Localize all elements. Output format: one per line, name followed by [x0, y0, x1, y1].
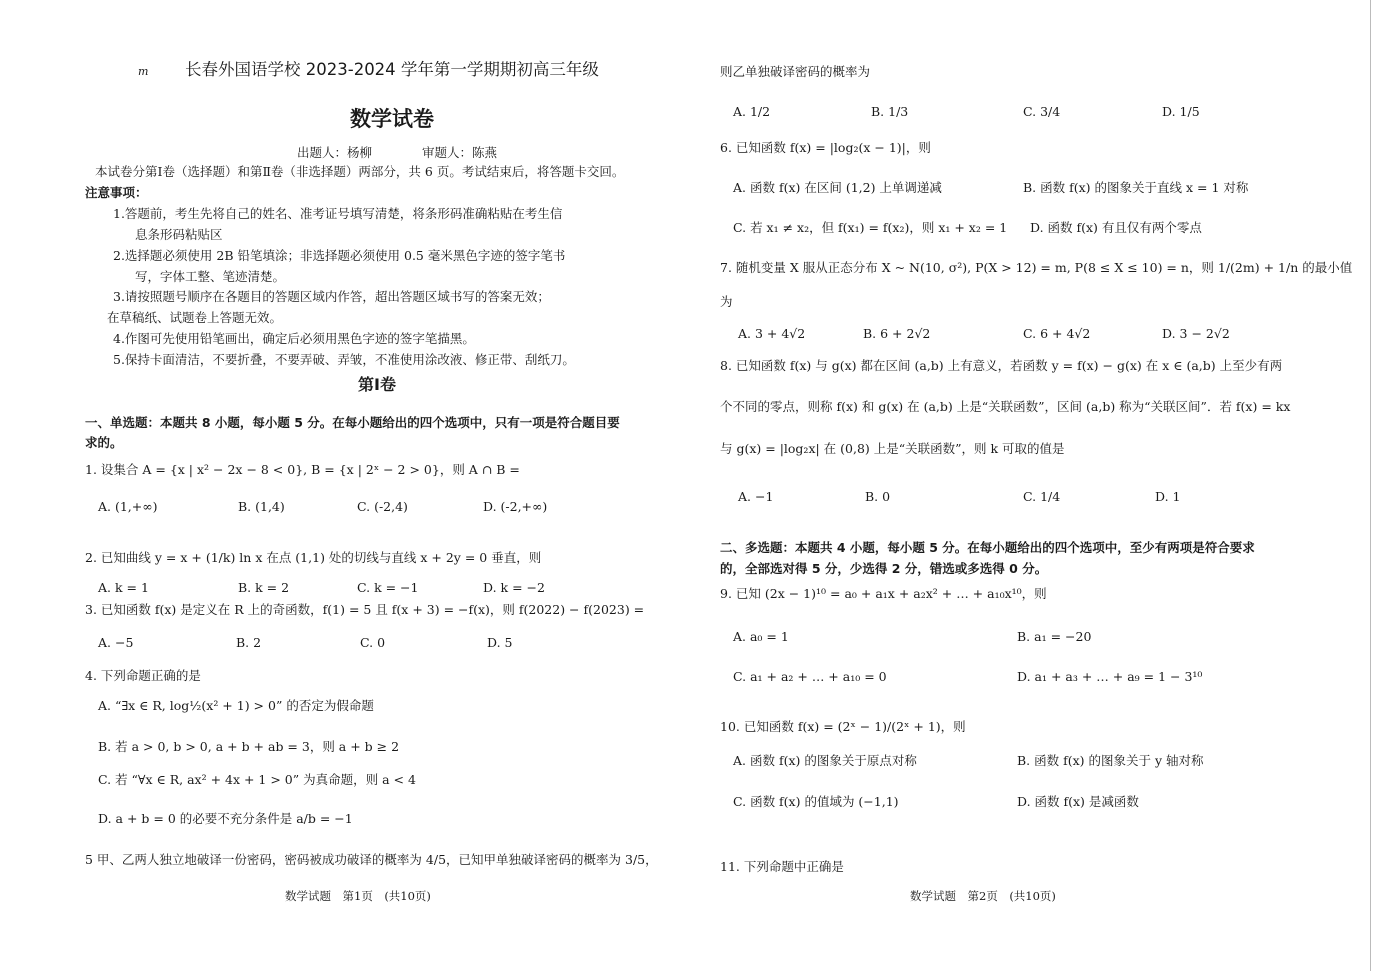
- section2-heading: 二、多选题：本题共 4 小题，每小题 5 分。在每小题给出的四个选项中，至少有两项是符合要求: [720, 540, 1255, 555]
- q2-option-c: C. k = −1: [357, 580, 419, 595]
- question-8-line2: 个不同的零点，则称 f(x) 和 g(x) 在 (a,b) 上是“关联函数”，区间 (a,b) 称为“关联区间”．若 f(x) = kx: [720, 399, 1291, 414]
- q3-option-d: D. 5: [487, 635, 513, 650]
- q7-option-d: D. 3 − 2√2: [1162, 326, 1230, 341]
- q4-option-b: B. 若 a > 0, b > 0, a + b + ab = 3，则 a + b ≥ 2: [98, 739, 400, 754]
- q4-option-d: D. a + b = 0 的必要不充分条件是 a/b = −1: [98, 811, 353, 826]
- q10-option-d: D. 函数 f(x) 是减函数: [1017, 794, 1139, 809]
- notes-heading: 注意事项：: [85, 185, 148, 200]
- q6-option-b: B. 函数 f(x) 的图象关于直线 x = 1 对称: [1023, 180, 1249, 195]
- question-8-line3: 与 g(x) = |log₂x| 在 (0,8) 上是“关联函数”，则 k 可取的值是: [720, 441, 1065, 456]
- intro-text: 本试卷分第Ⅰ卷（选择题）和第Ⅱ卷（非选择题）两部分，共 6 页。考试结束后，将答题卡交回。: [95, 164, 625, 179]
- question-5-cont: 则乙单独破译密码的概率为: [720, 64, 871, 79]
- q5-option-b: B. 1/3: [871, 104, 909, 119]
- q10-option-b: B. 函数 f(x) 的图象关于 y 轴对称: [1017, 753, 1204, 768]
- q7-option-a: A. 3 + 4√2: [738, 326, 806, 341]
- q7-option-b: B. 6 + 2√2: [863, 326, 931, 341]
- q4-option-a: A. “∃x ∈ R, log½(x² + 1) > 0” 的否定为假命题: [98, 698, 374, 713]
- q3-option-c: C. 0: [360, 635, 386, 650]
- question-3: 3. 已知函数 f(x) 是定义在 R 上的奇函数，f(1) = 5 且 f(x + 3) = −f(x)，则 f(2022) − f(2023) =: [85, 602, 645, 617]
- note-item: 3.请按照题号顺序在各题目的答题区域内作答，超出答题区域书写的答案无效；: [113, 289, 550, 304]
- question-7-cont: 为: [720, 294, 733, 309]
- school-title: 长春外国语学校 2023-2024 学年第一学期期初高三年级: [185, 60, 599, 79]
- footer-page-2: 数学试题 第2页 (共10页): [910, 889, 1056, 903]
- header-mark: m: [138, 65, 149, 78]
- q1-option-b: B. (1,4): [238, 499, 285, 514]
- q8-option-b: B. 0: [865, 489, 891, 504]
- q5-option-a: A. 1/2: [733, 104, 771, 119]
- q9-option-c: C. a₁ + a₂ + … + a₁₀ = 0: [733, 669, 887, 684]
- q6-option-a: A. 函数 f(x) 在区间 (1,2) 上单调递减: [733, 180, 942, 195]
- q8-option-d: D. 1: [1155, 489, 1181, 504]
- q5-option-c: C. 3/4: [1023, 104, 1061, 119]
- note-item-cont: 在草稿纸、试题卷上答题无效。: [107, 310, 283, 325]
- note-item: 2.选择题必须使用 2B 铅笔填涂；非选择题必须使用 0.5 毫米黑色字迹的签字笔书: [113, 248, 566, 263]
- page-edge-divider: [1370, 0, 1371, 971]
- q3-option-b: B. 2: [236, 635, 262, 650]
- question-1: 1. 设集合 A = {x | x² − 2x − 8 < 0}, B = {x | 2ˣ − 2 > 0}，则 A ∩ B =: [85, 462, 520, 477]
- section2-heading-cont: 的，全部选对得 5 分，少选得 2 分，错选或多选得 0 分。: [720, 561, 1048, 576]
- q2-option-a: A. k = 1: [98, 580, 149, 595]
- q8-option-c: C. 1/4: [1023, 489, 1061, 504]
- question-7: 7. 随机变量 X 服从正态分布 X ~ N(10, σ²), P(X > 12) = m, P(8 ≤ X ≤ 10) = n，则 1/(2m) + 1/n 的最小值: [720, 260, 1353, 275]
- q9-option-d: D. a₁ + a₃ + … + a₉ = 1 − 3¹⁰: [1017, 669, 1203, 684]
- note-item: 4.作图可先使用铅笔画出，确定后必须用黑色字迹的签字笔描黑。: [113, 331, 475, 346]
- note-item: 1.答题前，考生先将自己的姓名、准考证号填写清楚，将条形码准确粘贴在考生信: [113, 206, 563, 221]
- q9-option-b: B. a₁ = −20: [1017, 629, 1092, 644]
- note-item-cont: 息条形码粘贴区: [135, 227, 223, 242]
- q1-option-a: A. (1,+∞): [98, 499, 158, 514]
- footer-page-1: 数学试题 第1页 (共10页): [285, 889, 431, 903]
- q6-option-c: C. 若 x₁ ≠ x₂，但 f(x₁) = f(x₂)，则 x₁ + x₂ = 1: [733, 220, 1008, 235]
- q6-option-d: D. 函数 f(x) 有且仅有两个零点: [1030, 220, 1202, 235]
- question-10: 10. 已知函数 f(x) = (2ˣ − 1)/(2ˣ + 1)，则: [720, 719, 966, 734]
- q10-option-a: A. 函数 f(x) 的图象关于原点对称: [733, 753, 917, 768]
- section1-heading-cont: 求的。: [85, 435, 123, 450]
- reviewer: 审题人：陈燕: [422, 145, 498, 160]
- q9-option-a: A. a₀ = 1: [733, 629, 789, 644]
- question-6: 6. 已知函数 f(x) = |log₂(x − 1)|，则: [720, 140, 931, 155]
- setter: 出题人：杨柳: [297, 145, 373, 160]
- q10-option-c: C. 函数 f(x) 的值域为 (−1,1): [733, 794, 899, 809]
- question-2: 2. 已知曲线 y = x + (1/k) ln x 在点 (1,1) 处的切线与直线 x + 2y = 0 垂直，则: [85, 550, 542, 565]
- q4-option-c: C. 若 “∀x ∈ R, ax² + 4x + 1 > 0” 为真命题，则 a < 4: [98, 772, 416, 787]
- question-5: 5 甲、乙两人独立地破译一份密码，密码被成功破译的概率为 4/5，已知甲单独破译密码的概率为 3/5，: [85, 852, 658, 867]
- q1-option-c: C. (-2,4): [357, 499, 408, 514]
- note-item: 5.保持卡面清洁，不要折叠，不要弄破、弄皱，不准使用涂改液、修正带、刮纸刀。: [113, 352, 575, 367]
- question-11: 11. 下列命题中正确是: [720, 859, 844, 874]
- q2-option-d: D. k = −2: [483, 580, 545, 595]
- note-item-cont: 写，字体工整、笔迹清楚。: [135, 269, 286, 284]
- section1-heading: 一、单选题：本题共 8 小题，每小题 5 分。在每小题给出的四个选项中，只有一项是符合题目要: [85, 415, 620, 430]
- question-9: 9. 已知 (2x − 1)¹⁰ = a₀ + a₁x + a₂x² + … + a₁₀x¹⁰，则: [720, 586, 1047, 601]
- q7-option-c: C. 6 + 4√2: [1023, 326, 1091, 341]
- q2-option-b: B. k = 2: [238, 580, 290, 595]
- question-8: 8. 已知函数 f(x) 与 g(x) 都在区间 (a,b) 上有意义，若函数 y = f(x) − g(x) 在 x ∈ (a,b) 上至少有两: [720, 358, 1283, 373]
- q3-option-a: A. −5: [98, 635, 134, 650]
- volume-heading: 第Ⅰ卷: [358, 375, 396, 394]
- question-4: 4. 下列命题正确的是: [85, 668, 201, 683]
- q8-option-a: A. −1: [738, 489, 774, 504]
- q1-option-d: D. (-2,+∞): [483, 499, 548, 514]
- subject-title: 数学试卷: [350, 107, 434, 131]
- q5-option-d: D. 1/5: [1162, 104, 1200, 119]
